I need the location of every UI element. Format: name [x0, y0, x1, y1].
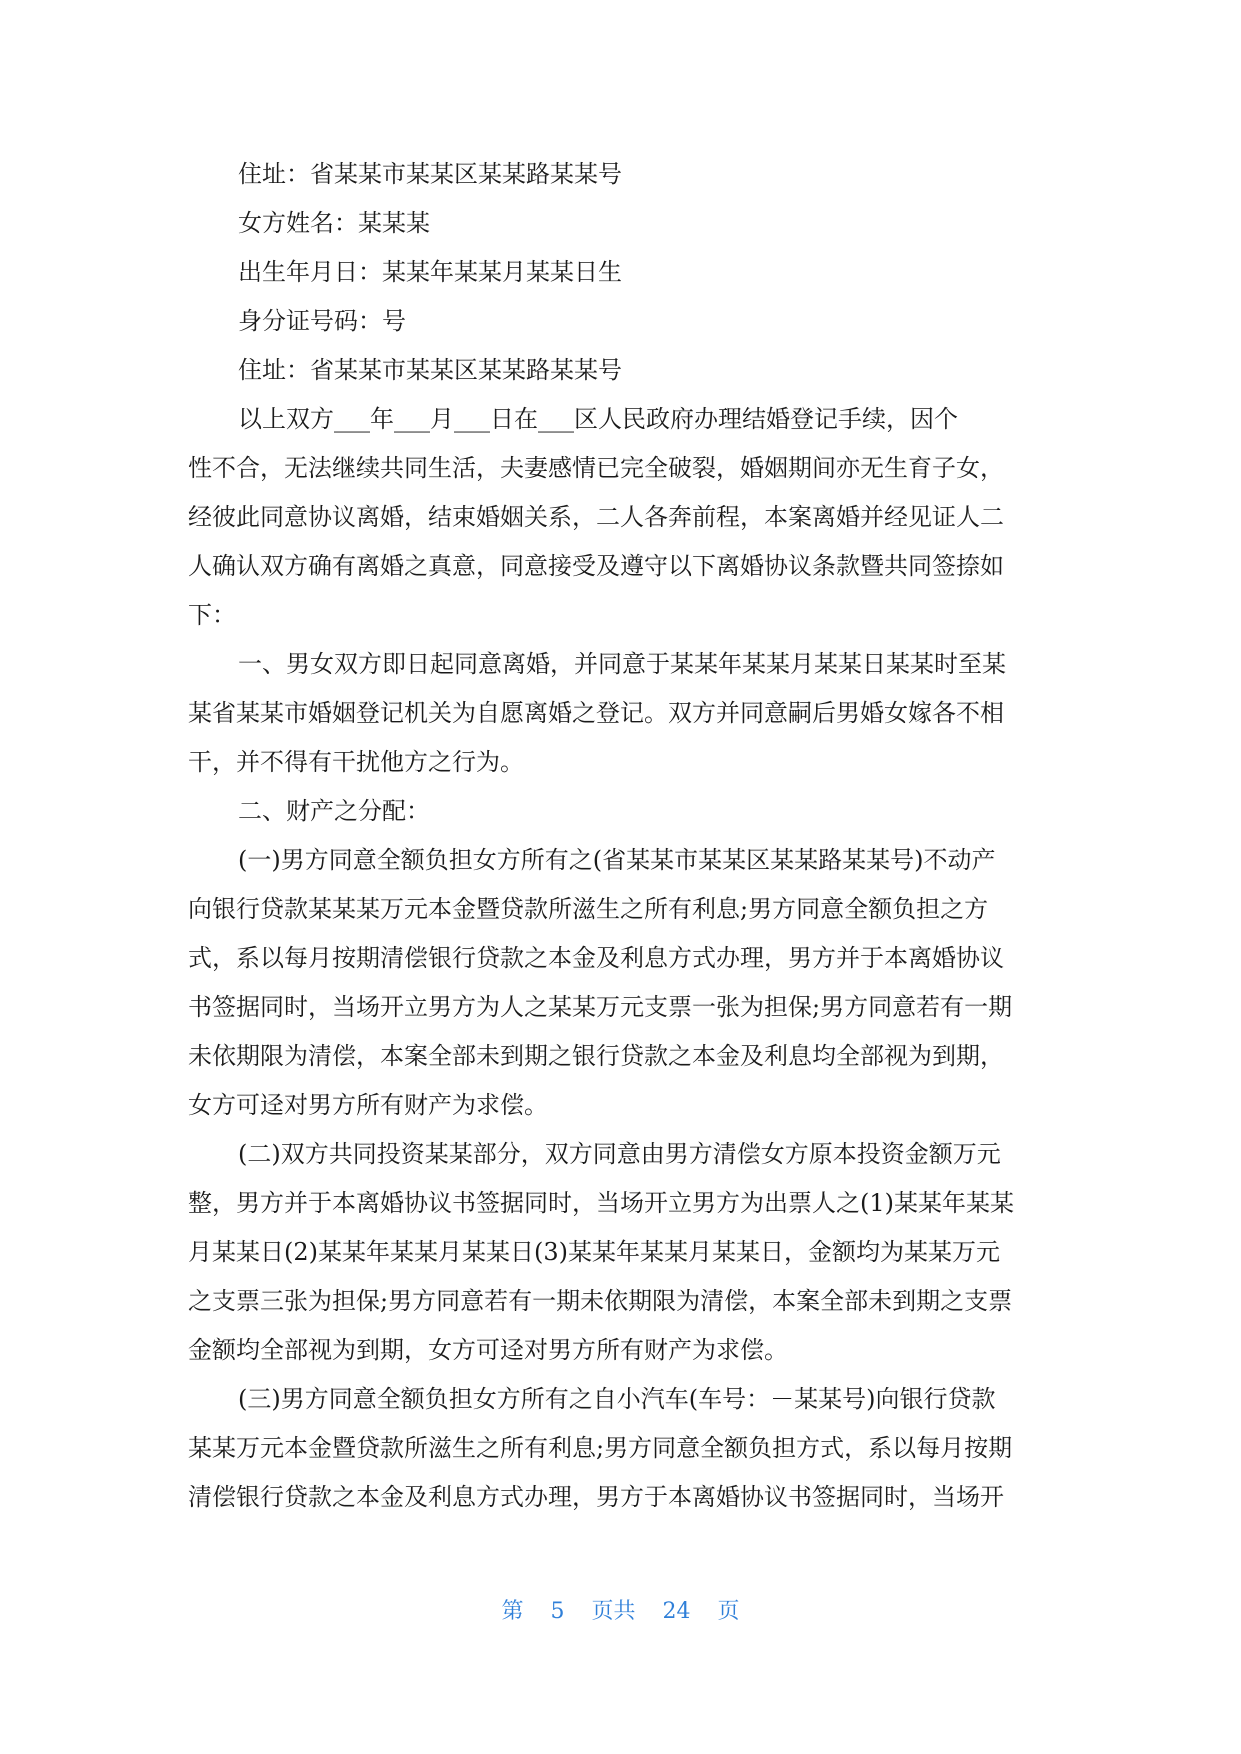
text-line: 二、财产之分配：	[238, 797, 430, 825]
text-line: 书签据同时，当场开立男方为人之某某万元支票一张为担保;男方同意若有一期	[188, 993, 1013, 1021]
text-line: 身分证号码：号	[238, 307, 406, 335]
text-line: 经彼此同意协议离婚，结束婚姻关系，二人各奔前程，本案离婚并经见证人二	[188, 503, 1004, 531]
text-line: 金额均全部视为到期，女方可迳对男方所有财产为求偿。	[188, 1336, 788, 1364]
text-line: 某省某某市婚姻登记机关为自愿离婚之登记。双方并同意嗣后男婚女嫁各不相	[188, 699, 1004, 727]
total-pages-number: 24	[662, 1599, 691, 1624]
text-line: 式，系以每月按期清偿银行贷款之本金及利息方式办理，男方并于本离婚协议	[188, 944, 1004, 972]
text-line: 整，男方并于本离婚协议书签据同时，当场开立男方为出票人之(1)某某年某某	[188, 1189, 1014, 1217]
text-line: 住址：省某某市某某区某某路某某号	[238, 160, 622, 188]
document-body	[188, 150, 1054, 1522]
text-line: 下：	[188, 601, 236, 629]
text-line: 之支票三张为担保;男方同意若有一期未依期限为清偿，本案全部未到期之支票	[188, 1287, 1013, 1315]
text-line: 未依期限为清偿，本案全部未到期之银行贷款之本金及利息均全部视为到期，	[188, 1042, 1004, 1070]
current-page-number: 5	[550, 1599, 565, 1624]
text-line: (三)男方同意全额负担女方所有之自小汽车(车号：－某某号)向银行贷款	[238, 1385, 996, 1413]
footer-middle: 页共	[591, 1599, 636, 1624]
text-line: 月某某日(2)某某年某某月某某日(3)某某年某某月某某日，金额均为某某万元	[188, 1238, 1000, 1266]
text-line: 女方姓名：某某某	[238, 209, 430, 237]
footer-prefix: 第	[501, 1599, 524, 1624]
text-line: (一)男方同意全额负担女方所有之(省某某市某某区某某路某某号)不动产	[238, 846, 996, 874]
text-line: 出生年月日：某某年某某月某某日生	[238, 258, 622, 286]
text-line: 女方可迳对男方所有财产为求偿。	[188, 1091, 548, 1119]
text-line: 某某万元本金暨贷款所滋生之所有利息;男方同意全额负担方式，系以每月按期	[188, 1434, 1013, 1462]
text-line: 干，并不得有干扰他方之行为。	[188, 748, 524, 776]
text-line: 向银行贷款某某某万元本金暨贷款所滋生之所有利息;男方同意全额负担之方	[188, 895, 989, 923]
footer-suffix: 页	[717, 1599, 740, 1624]
text-line: 住址：省某某市某某区某某路某某号	[238, 356, 622, 384]
text-line: (二)双方共同投资某某部分，双方同意由男方清偿女方原本投资金额万元	[238, 1140, 1001, 1168]
text-line: 以上双方___年___月___日在___区人民政府办理结婚登记手续，因个	[238, 405, 958, 433]
text-line: 性不合，无法继续共同生活，夫妻感情已完全破裂，婚姻期间亦无生育子女，	[188, 454, 1004, 482]
page-footer	[0, 1594, 1241, 1625]
text-line: 人确认双方确有离婚之真意，同意接受及遵守以下离婚协议条款暨共同签捺如	[188, 552, 1004, 580]
text-line: 一、男女双方即日起同意离婚，并同意于某某年某某月某某日某某时至某	[238, 650, 1006, 678]
text-line: 清偿银行贷款之本金及利息方式办理，男方于本离婚协议书签据同时，当场开	[188, 1483, 1004, 1511]
